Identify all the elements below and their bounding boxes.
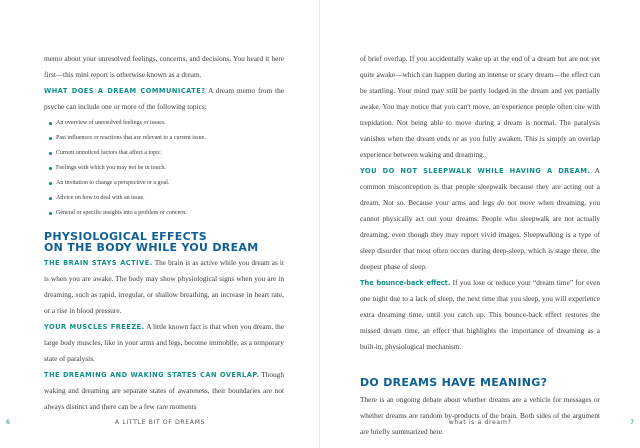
page-number: 6 bbox=[6, 419, 10, 426]
meaning-paragraph: There is an ongoing debate about whether dreams are a vehicle for messages or whether dreams are random by-products of the brain. Both sides of the argument are briefly summarized here. bbox=[360, 395, 600, 436]
emphasis: do not move bbox=[497, 198, 536, 207]
run-in-heading: THE BRAIN STAYS ACTIVE. bbox=[44, 259, 153, 267]
run-in-heading: YOUR MUSCLES FREEZE. bbox=[44, 323, 145, 331]
brain-paragraph: THE BRAIN STAYS ACTIVE. The brain is as active while you dream as it is when you are awake. The body may show physiological signs when you are in dreaming, such as rapid, irregular, or shallow breathing, an increase in heart rate, or a rise in blood pressure. bbox=[44, 258, 284, 315]
right-page bbox=[320, 0, 640, 448]
muscles-paragraph: YOUR MUSCLES FREEZE. A little known fact is that when you dream, the large body muscles, like in your arms and legs, become immobile, as a temporary state of paralysis. bbox=[44, 322, 284, 363]
list-item: An overview of unresolved feelings or issues. bbox=[56, 119, 284, 127]
right-text-column bbox=[360, 51, 600, 440]
run-in-heading: WHAT DOES A DREAM COMMUNICATE? bbox=[44, 87, 206, 95]
list-item: Feelings with which you may not be in touch. bbox=[56, 164, 284, 172]
opening-paragraph: memo about your unresolved feelings, concerns, and decisions. You heard it here first—this mini report is otherwise known as a dream. bbox=[44, 54, 284, 79]
list-item: Advice on how to deal with an issue. bbox=[56, 194, 284, 202]
continued-paragraph: of brief overlap. If you accidentally wake up at the end of a dream but are not yet quite awake—which can happen during an intense or scary dream—the effect can be startling. Your mind may still be partly lodged in the dream and yet partially awake. You may notice that you can't move, an experience people often cite with trepidation. Not being able to move during a dream is normal. The paralysis vanishes when the dream ends or as you fully awaken. This is simply an overlap experience between waking and dreaming. bbox=[360, 54, 600, 159]
running-head: what is a dream? bbox=[448, 419, 512, 426]
overlap-paragraph: THE DREAMING AND WAKING STATES CAN OVERLAP. Though waking and dreaming are separate states of awareness, their boundaries are not always distinct and there can be a few rare moments bbox=[44, 370, 284, 411]
sleepwalk-paragraph: YOU DO NOT SLEEPWALK WHILE HAVING A DREAM. A common misconception is that people sleepwalk because they are acting out a dream. Not so. Because your arms and legs do not move when dreaming, you cannot physically act out your dreams. People who sleepwalk are not actually dreaming, even though they may report vivid images. Sleepwalking is a type of sleep disorder that most often occurs during deep-sleep, which is stage three, the deepest phase of sleep. bbox=[360, 166, 601, 271]
list-item: An invitation to change a perspective or a goal. bbox=[56, 179, 284, 187]
list-item: General or specific insights into a problem or concern. bbox=[56, 209, 284, 217]
run-in-heading: YOU DO NOT SLEEPWALK WHILE HAVING A DREAM. bbox=[360, 167, 591, 175]
page-number: 7 bbox=[630, 419, 634, 426]
topics-list bbox=[44, 119, 284, 217]
bounce-paragraph: The bounce-back effect. If you lose or reduce your “dream time” for even one night due to a lack of sleep, the next time that you sleep, you will experience extra dreaming time, until you catch up. This bounce-back effect restores the missed dream time, an effect that highlights the importance of dreaming as a built-in, physiological mechanism. bbox=[360, 278, 600, 351]
running-head: A LITTLE BIT OF DREAMS bbox=[114, 419, 206, 426]
run-in-heading: The bounce-back effect. bbox=[360, 279, 451, 287]
communicate-paragraph: WHAT DOES A DREAM COMMUNICATE? A dream memo from the psyche can include one or more of the following topics: bbox=[44, 86, 285, 111]
list-item: Current unnoticed factors that affect a topic. bbox=[56, 149, 284, 157]
section-heading: DO DREAMS HAVE MEANING? bbox=[360, 376, 548, 389]
list-item: Past influences or reactions that are relevant to a current issue. bbox=[56, 134, 284, 142]
run-in-heading: THE DREAMING AND WAKING STATES CAN OVERLAP. bbox=[44, 371, 260, 379]
section-heading: PHYSIOLOGICAL EFFECTS ON THE BODY WHILE YOU DREAM bbox=[44, 230, 259, 254]
left-text-column bbox=[44, 51, 284, 415]
